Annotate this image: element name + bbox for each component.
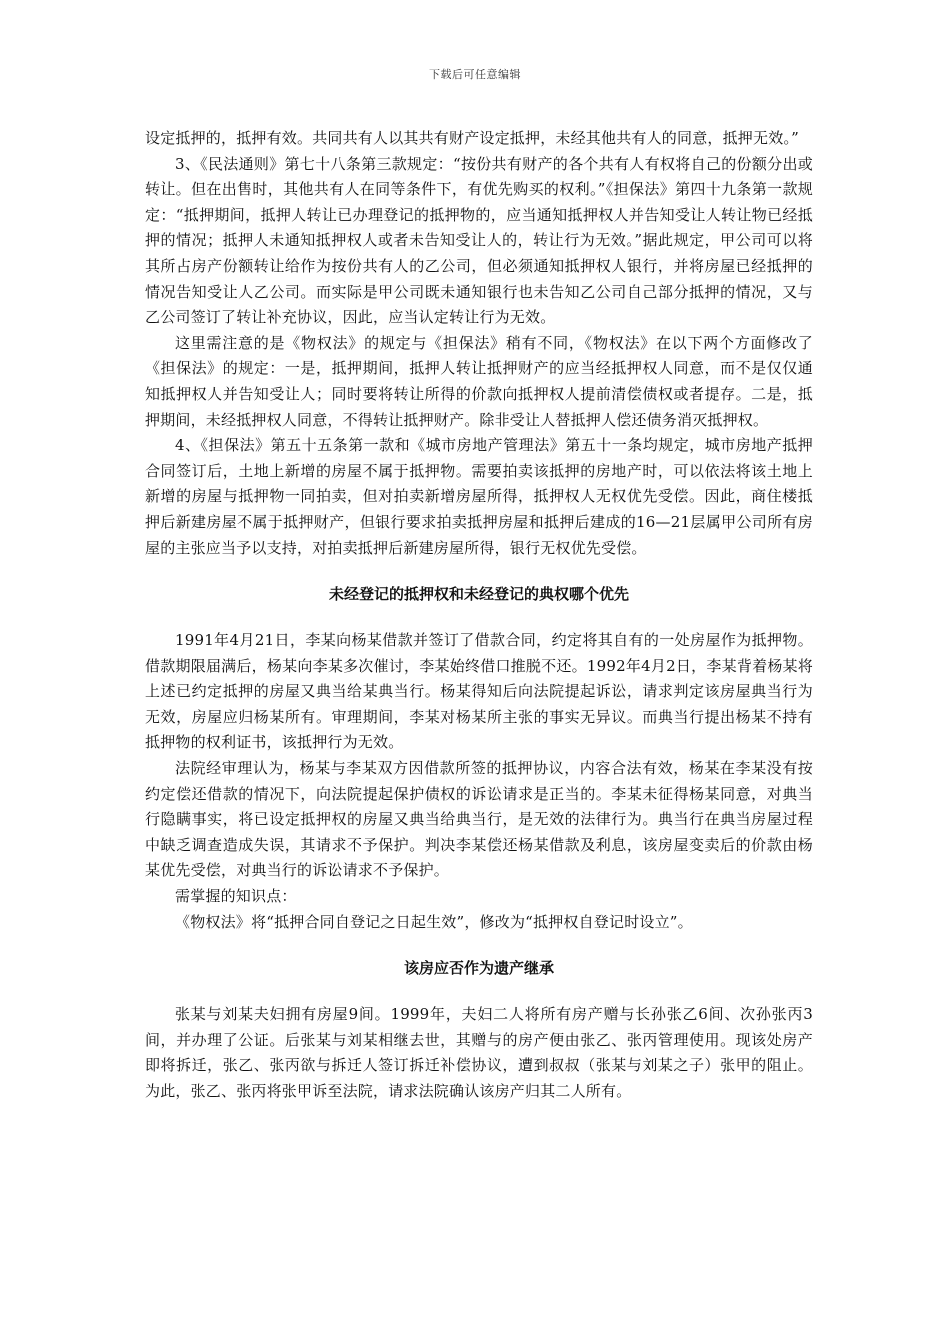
document-body	[145, 126, 813, 1105]
paragraph-item-4: 4、《担保法》第五十五条第一款和《城市房地产管理法》第五十一条均规定，城市房地产抵押合同签订后，土地上新增的房屋不属于抵押物。需要拍卖该抵押的房地产时，可以依法将该土地上新增的房屋与抵押物一同拍卖，但对拍卖新增房屋所得，抵押权人无权优先受偿。因此，商住楼抵押后新建房屋不属于抵押财产，但银行要求拍卖抵押房屋和抵押后建成的16—21层属甲公司所有房屋的主张应当予以支持，对拍卖抵押后新建房屋所得，银行无权优先受偿。	[145, 436, 813, 557]
section-title-mortgage-priority: 未经登记的抵押权和未经登记的典权哪个优先	[328, 585, 629, 604]
section-title-inheritance: 该房应否作为遗产继承	[403, 959, 554, 978]
paragraph-knowledge-point: 《物权法》将“抵押合同自登记之日起生效”，修改为“抵押权自登记时设立”。	[175, 912, 693, 931]
paragraph-case-facts: 1991年4月21日，李某向杨某借款并签订了借款合同，约定将其自有的一处房屋作为抵押物。借款期限届满后，杨某向李某多次催讨，李某始终借口推脱不还。1992年4月2日，李某背着杨某将上述已约定抵押的房屋又典当给某典当行。杨某得知后向法院提起诉讼，请求判定该房屋典当行为无效，房屋应归杨某所有。审理期间，李某对杨某所主张的事实无异议。而典当行提出杨某不持有抵押物的权利证书，该抵押行为无效。	[145, 631, 813, 752]
paragraph-knowledge-heading: 需掌握的知识点：	[175, 887, 297, 906]
paragraph-item-3: 3、《民法通则》第七十八条第三款规定：“按份共有财产的各个共有人有权将自己的份额分出或转让。但在出售时，其他共有人在同等条件下，有优先购买的权利。”《担保法》第四十九条第一款规定：“抵押期间，抵押人转让已办理登记的抵押物的，应当通知抵押权人并告知受让人转让物已经抵押的情况；抵押人未通知抵押权人或者未告知受让人的，转让行为无效。”据此规定，甲公司可以将其所占房产份额转让给作为按份共有人的乙公司，但必须通知抵押权人银行，并将房屋已经抵押的情况告知受让人乙公司。而实际是甲公司既未通知银行也未告知乙公司自己部分抵押的情况，又与乙公司签订了转让补充协议，因此，应当认定转让行为无效。	[145, 154, 813, 327]
page-header-note: 下载后可任意编辑	[429, 68, 521, 81]
paragraph-inheritance-case: 张某与刘某夫妇拥有房屋9间。1999年，夫妇二人将所有房产赠与长孙张乙6间、次孙张丙3间，并办理了公证。后张某与刘某相继去世，其赠与的房产便由张乙、张丙管理使用。现该处房产即将拆迁，张乙、张丙欲与拆迁人签订拆迁补偿协议，遭到叔叔（张某与刘某之子）张甲的阻止。为此，张乙、张丙将张甲诉至法院，请求法院确认该房产归其二人所有。	[145, 1005, 813, 1100]
paragraph-continuation: 设定抵押的，抵押有效。共同共有人以其共有财产设定抵押，未经其他共有人的同意，抵押无效。”	[145, 129, 799, 147]
paragraph-court-ruling: 法院经审理认为，杨某与李某双方因借款所签的抵押协议，内容合法有效，杨某在李某没有按约定偿还借款的情况下，向法院提起保护债权的诉讼请求是正当的。李某未征得杨某同意，对典当行隐瞒事实，将已设定抵押权的房屋又典当给典当行，是无效的法律行为。典当行在典当房屋过程中缺乏调查造成失误，其请求不予保护。判决李某偿还杨某借款及利息，该房屋变卖后的价款由杨某优先受偿，对典当行的诉讼请求不予保护。	[145, 759, 813, 880]
paragraph-note: 这里需注意的是《物权法》的规定与《担保法》稍有不同，《物权法》在以下两个方面修改了《担保法》的规定：一是，抵押期间，抵押人转让抵押财产的应当经抵押权人同意，而不是仅仅通知抵押权人并告知受让人；同时要将转让所得的价款向抵押权人提前清偿债权或者提存。二是，抵押期间，未经抵押权人同意，不得转让抵押财产。除非受让人替抵押人偿还债务消灭抵押权。	[145, 333, 813, 429]
